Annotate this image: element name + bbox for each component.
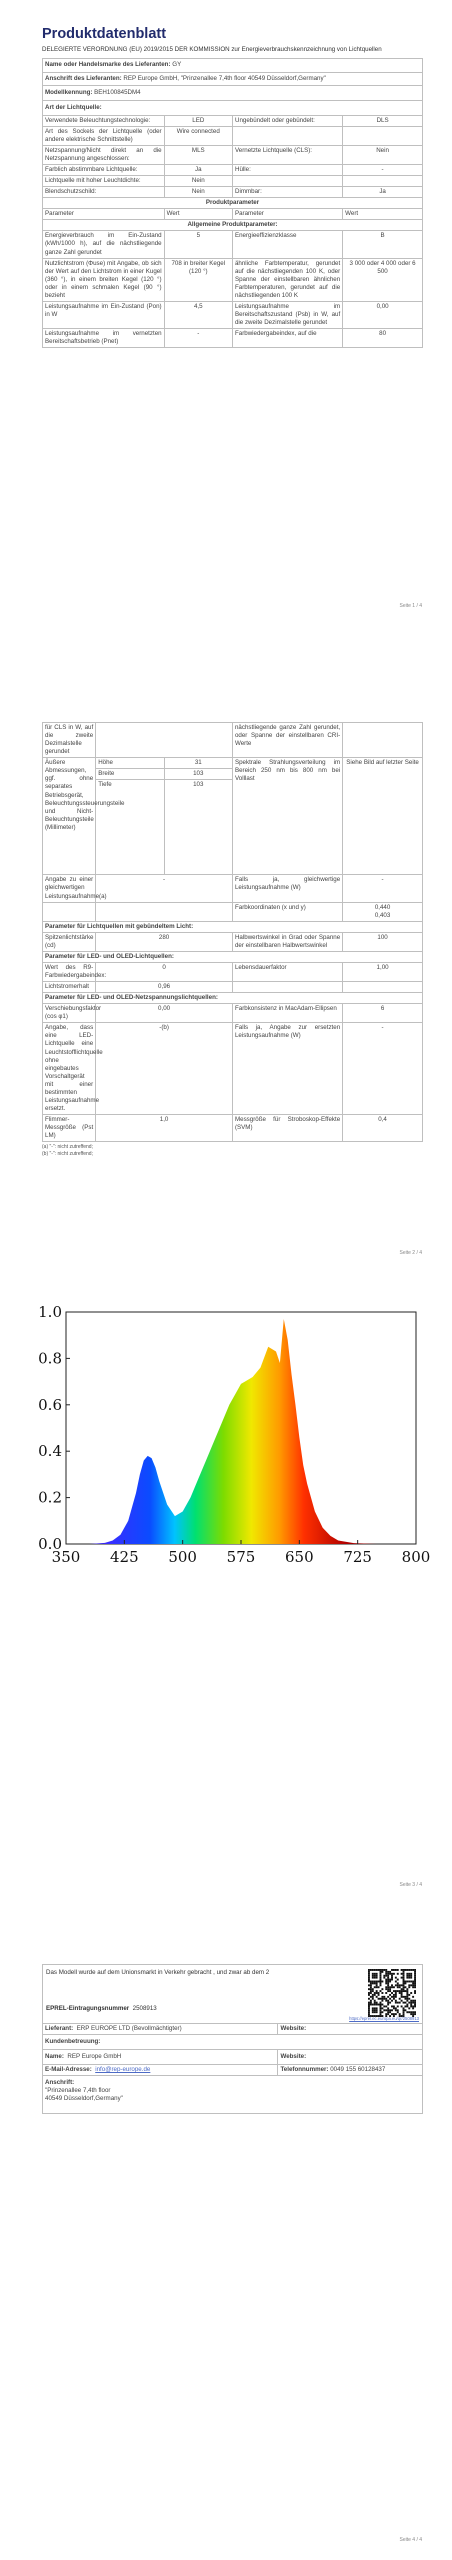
phone-value: 0049 155 60128437 (330, 2066, 386, 2074)
light-source-section: Art der Lichtquelle: (43, 100, 423, 115)
y-tick-label: 1.0 (38, 1303, 62, 1321)
supplier-name-label: Name oder Handelsmarke des Lieferanten: (45, 61, 171, 69)
eprel-label: EPREL-Eintragungsnummer (46, 2005, 130, 2012)
params-continued-table (42, 722, 423, 1142)
registration-top (43, 1965, 422, 2023)
footnote-b: (b) "-": nicht zutreffend; (42, 1150, 93, 1157)
equivalent-power-rows (43, 875, 423, 921)
y-tick-label: 0.2 (38, 1488, 62, 1507)
supplier-table (42, 58, 423, 348)
directional-row: Spitzenlichtstärke (cd) 280 Halbwertswinkel in Grad oder Spanne der einstellbaren Halbwertswinkel 100 (43, 932, 423, 951)
x-tick-label: 725 (343, 1548, 372, 1566)
led-row: Wert des R9-Farbwiedergabeindex: 0 Lebensdauerfaktor 1,00 (43, 962, 423, 981)
sheet-2 (42, 722, 423, 1157)
product-params-title-row: Produktparameter (43, 198, 423, 209)
page-4 (0, 1912, 452, 2560)
spectrum-chart (36, 1302, 431, 1572)
supplier-name-row (43, 59, 423, 72)
page-3 (0, 1272, 452, 1912)
page-number-3: Seite 3 / 4 (399, 1882, 422, 1888)
x-tick-label: 350 (51, 1548, 81, 1566)
supplier-row: Lieferant: ERP EUROPE LTD (Bevollmächtigter) Website: (43, 2024, 422, 2035)
general-param-row: Leistungsaufnahme im vernetzten Bereitschaftsbetrieb (Pnet) - Farbwiedergabeindex, auf die 80 (43, 329, 423, 348)
email-link[interactable]: info@rep-europe.de (95, 2066, 151, 2074)
model-row (43, 85, 423, 100)
eprel-row (46, 2005, 157, 2013)
model-value: BEH100845DM4 (94, 88, 141, 96)
spectrum-svg (36, 1302, 431, 1572)
page-1 (0, 0, 452, 632)
general-param-row: Energieverbrauch im Ein-Zustand (kWh/1000 h), auf die nächstliegende ganze Zahl gerundet 5 Energieeffizienzklasse B (43, 231, 423, 258)
led-section: Parameter für LED- und OLED-Lichtquellen: (43, 951, 423, 962)
mains-row: Verschiebungsfaktor (cos φ1) 0,00 Farbkonsistenz in MacAdam-Ellipsen 6 (43, 1004, 423, 1023)
general-param-row: Leistungsaufnahme im Ein-Zustand (Pon) in W 4,5 Leistungsaufnahme im Bereitschaftszustand (Psb) in W, auf die zweite Dezimalstelle gerundet 0,00 (43, 301, 423, 328)
dimensions-row-height: Äußere Abmessungen, ggf. ohne separates Betriebsgerät, Beleuchtungssteuerungsteile und Nicht-Beleuchtungsteile (Millimeter) Höhe 31 Spektrale Strahlungsverteilung im Bereich 250 nm bis 800 nm bei Volllast Siehe Bild auf letzter Seite (43, 758, 423, 769)
qr-code-icon[interactable] (368, 1969, 416, 2017)
page-number-2: Seite 2 / 4 (399, 1250, 422, 1256)
mains-row: Flimmer-Messgröße (Pst LM) 1,0 Messgröße für Stroboskop-Effekte (SVM) 0,4 (43, 1115, 423, 1142)
y-axis-ticks (38, 1303, 70, 1553)
footnote-a: (a) "-": nicht zutreffend; (42, 1144, 93, 1151)
x-tick-label: 650 (285, 1548, 314, 1566)
service-name-row: Name: REP Europe GmbH Website: (43, 2050, 422, 2065)
footnotes (42, 1144, 423, 1157)
general-param-row: Nutzlichtstrom (Φuse) mit Angabe, ob sich der Wert auf den Lichtstrom in einer Kugel (360 °), in einem breiten Kegel (120 °) oder in einem schmalen Kegel (90 °) bezieht 708 in breiter Kegel (120 °) ähnliche Farbtemperatur, gerundet auf die nächstliegenden 100 K, oder Spanne der einstellbaren ähnlichen Farbtemperaturen, gerundet auf die nächstliegenden 100 K 3 000 oder 4 000 oder 6 500 (43, 258, 423, 301)
sheet-1 (42, 26, 423, 348)
supplier-address-row (43, 72, 423, 85)
page-number-4: Seite 4 / 4 (399, 2537, 422, 2543)
document-title: Produktdatenblatt (42, 26, 167, 42)
light-source-row: Farblich abstimmbare Lichtquelle: Ja Hülle: - (43, 165, 423, 176)
registration-box (42, 1964, 423, 2114)
directional-rows (43, 932, 423, 951)
supplier-address-value: REP Europe GmbH, "Prinzenallee 7,4th floor 40549 Düsseldorf,Germany" (123, 74, 326, 82)
page-number-1: Seite 1 / 4 (399, 603, 422, 609)
general-param-rows (43, 231, 423, 348)
light-source-row: Blendschutzschild: Nein Dimmbar: Ja (43, 187, 423, 198)
service-address-row: Anschrift: "Prinzenallee 7,4th floor 40549 Düsseldorf,Germany" (43, 2076, 422, 2107)
x-tick-label: 425 (110, 1548, 139, 1566)
led-row: Lichtstromerhalt 0,96 (43, 982, 423, 993)
eprel-value: 2508913 (132, 2005, 157, 2012)
service-contact-row: E-Mail-Adresse: info@rep-europe.de Telefonnummer: 0049 155 60128437 (43, 2065, 422, 2076)
continued-param-row: für CLS in W, auf die zweite Dezimalstelle gerundet nächstliegende ganze Zahl gerundet, oder Spanne der einstellbaren CRI-Werte (43, 723, 423, 758)
eprel-url-link[interactable]: https://eprel.ec.europa.eu/qr/2508913 (349, 2016, 419, 2021)
y-tick-label: 0.8 (38, 1349, 62, 1368)
x-tick-label: 500 (168, 1548, 197, 1566)
continued-rows (43, 723, 423, 758)
directional-section: Parameter für Lichtquellen mit gebündeltem Licht: (43, 921, 423, 932)
page-2 (0, 632, 452, 1272)
mains-section: Parameter für LED- und OLED-Netzspannungslichtquellen: (43, 993, 423, 1004)
light-source-row: Verwendete Beleuchtungstechnologie: LED Ungebündelt oder gebündelt: DLS (43, 115, 423, 126)
equivalent-power-row: Angabe zu einer gleichwertigen Leistungsaufnahme(a) - Falls ja, gleichwertige Leistungsaufnahme (W) - (43, 875, 423, 902)
light-source-row: Lichtquelle mit hoher Leuchtdichte: Nein (43, 176, 423, 187)
product-params-header-row: Parameter Wert Parameter Wert (43, 209, 423, 220)
registration-table (43, 2023, 422, 2106)
regulation-subtitle: DELEGIERTE VERORDNUNG (EU) 2019/2015 DER KOMMISSION zur Energieverbrauchskennzeichnung von Lichtquellen (42, 46, 382, 54)
light-source-row: Netzspannung/Nicht direkt an die Netzspannung angeschlossen: MLS Vernetzte Lichtquelle (CLS): Nein (43, 145, 423, 164)
mains-row: Angabe, dass eine LED-Lichtquelle eine Leuchtstofflichtquelle ohne eingebautes Vorschaltgerät mit einer bestimmten Leistungsaufnahme ersetzt. -(b) Falls ja, Angabe zur ersetzten Leistungsaufnahme (W) - (43, 1023, 423, 1115)
market-intro: Das Modell wurde auf dem Unionsmarkt in Verkehr gebracht , und zwar ab dem 2 (46, 1969, 270, 1976)
supplier-name-value: GY (172, 61, 182, 69)
light-source-rows (43, 115, 423, 198)
mains-rows (43, 1004, 423, 1142)
led-rows (43, 962, 423, 992)
light-source-row: Art des Sockels der Lichtquelle (oder andere elektrische Schnittstelle) Wire connected (43, 126, 423, 145)
service-row: Kundenbetreuung: (43, 2035, 422, 2050)
x-tick-label: 575 (226, 1548, 256, 1566)
general-params-title-row: Allgemeine Produktparameter: (43, 220, 423, 231)
y-tick-label: 0.6 (38, 1395, 62, 1414)
y-tick-label: 0.4 (38, 1442, 62, 1461)
x-tick-label: 800 (401, 1548, 431, 1566)
y-tick-label: 0.0 (38, 1535, 62, 1553)
dimensions-row-width: Breite 103 (43, 769, 423, 780)
supplier-address-label: Anschrift des Lieferanten: (45, 74, 122, 82)
equivalent-power-row: Farbkoordinaten (x und y) 0,440 0,403 (43, 902, 423, 921)
dimensions-row-depth: Tiefe 103 (43, 780, 423, 875)
model-label: Modellkennung: (45, 88, 93, 96)
